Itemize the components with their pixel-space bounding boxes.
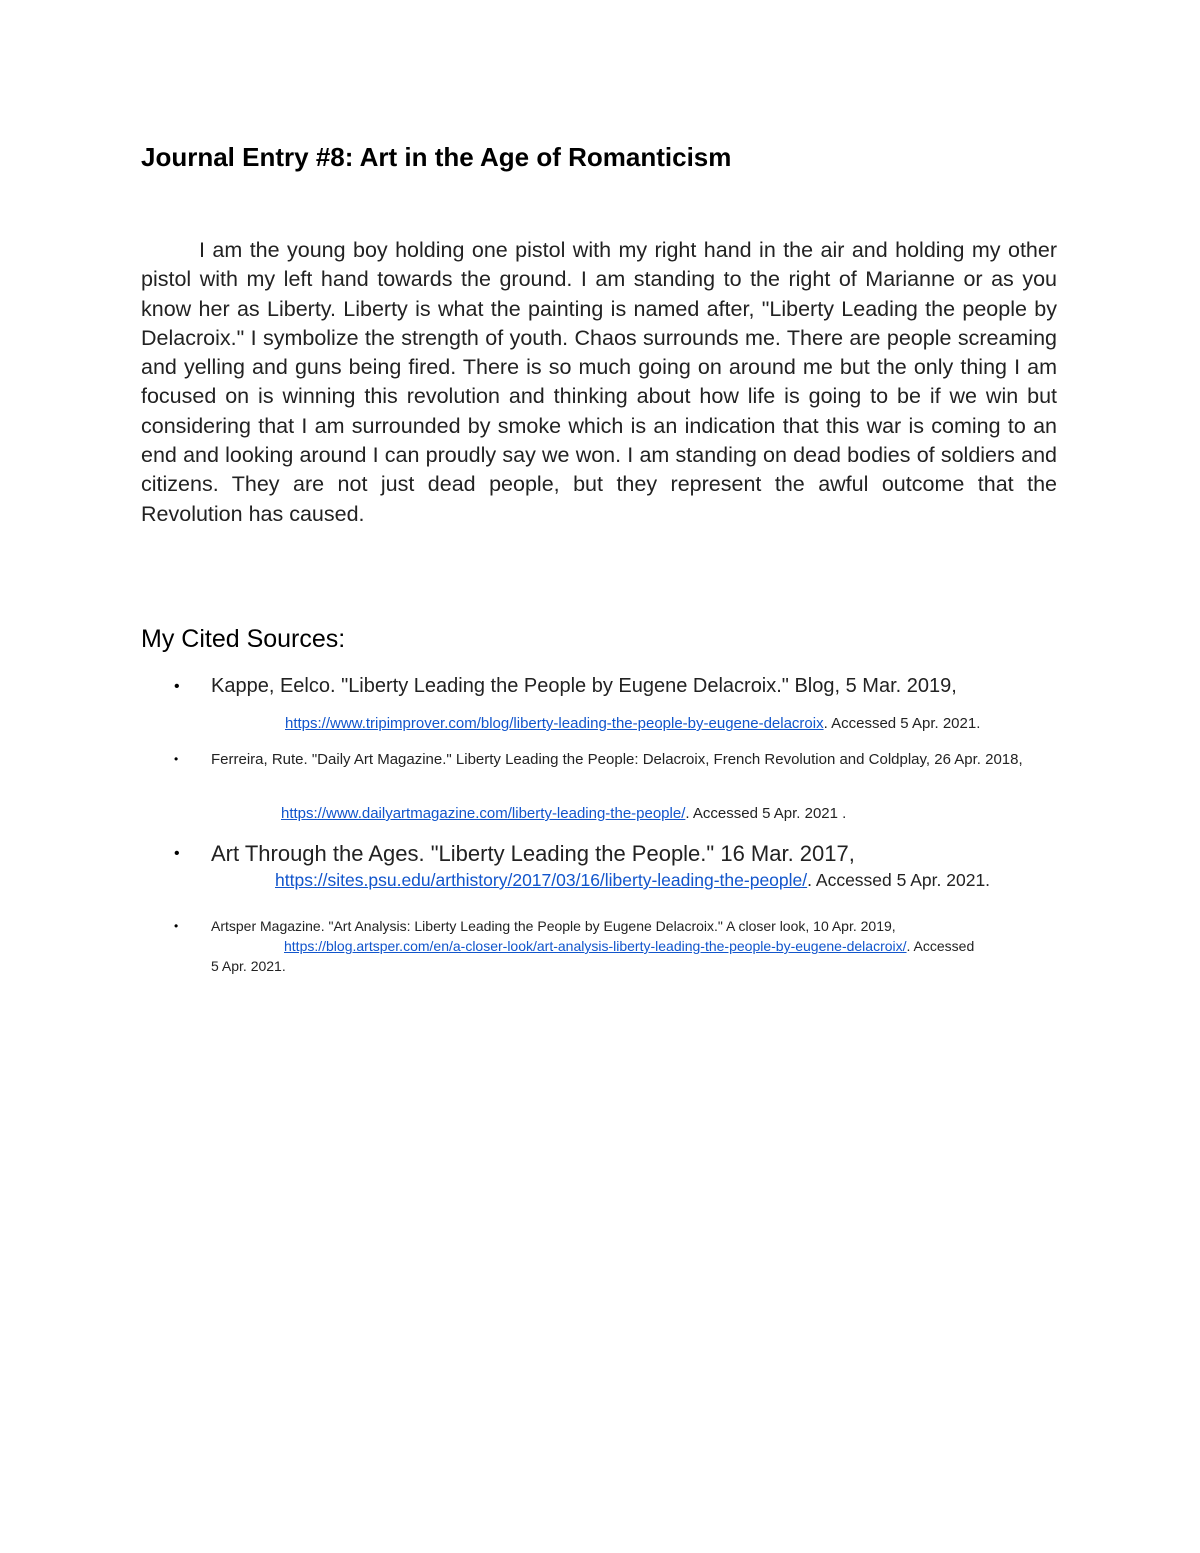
citation-2-accessed: . Accessed 5 Apr. 2021 . xyxy=(685,805,847,822)
citation-1-link-line xyxy=(285,713,980,735)
citation-1-accessed: . Accessed 5 Apr. 2021. xyxy=(823,715,981,732)
citation-4-accessed: . Accessed xyxy=(906,938,975,954)
citation-1-url-link[interactable]: https://www.tripimprover.com/blog/liberty-leading-the-people-by-eugene-delacroix xyxy=(285,715,824,732)
bullet-icon: • xyxy=(174,919,179,933)
citation-4-url-link[interactable]: https://blog.artsper.com/en/a-closer-look/art-analysis-liberty-leading-the-people-by-eugene-delacroix/ xyxy=(284,938,907,954)
citation-2-link-line xyxy=(281,803,846,825)
citation-4: Artsper Magazine. "Art Analysis: Liberty Leading the People by Eugene Delacroix." A closer look, 10 Apr. 2019, xyxy=(211,918,896,934)
bullet-icon: • xyxy=(174,845,180,862)
citation-3-link-line xyxy=(275,868,990,892)
citation-3-accessed: . Accessed 5 Apr. 2021. xyxy=(807,870,991,890)
citation-1: Kappe, Eelco. "Liberty Leading the People by Eugene Delacroix." Blog, 5 Mar. 2019, xyxy=(211,675,957,697)
page-title: Journal Entry #8: Art in the Age of Romanticism xyxy=(141,142,732,172)
citation-2: Ferreira, Rute. "Daily Art Magazine." Liberty Leading the People: Delacroix, French Revolution and Coldplay, 26 Apr. 2018, xyxy=(211,751,1023,768)
sources-heading: My Cited Sources: xyxy=(141,625,346,653)
citation-4-link-line xyxy=(284,936,974,956)
citation-4-accessed-date: 5 Apr. 2021. xyxy=(211,958,286,974)
journal-body-paragraph: I am the young boy holding one pistol with my right hand in the air and holding my other pistol with my left hand towards the ground. I am standing to the right of Marianne or as you know her as Liberty. Liberty is what the painting is named after, "Liberty Leading the people by Delacroix." I symbolize the strength of youth. Chaos surrounds me. There are people screaming and yelling and guns being fired. There is so much going on around me but the only thing I am focused on is winning this revolution and thinking about how life is going to be if we win but considering that I am surrounded by smoke which is an indication that this war is coming to an end and looking around I can proudly say we won. I am standing on dead bodies of soldiers and citizens. They are not just dead people, but they represent the awful outcome that the Revolution has caused. xyxy=(141,238,1057,526)
bullet-icon: • xyxy=(174,678,180,695)
citation-2-url-link[interactable]: https://www.dailyartmagazine.com/liberty-leading-the-people/ xyxy=(281,805,686,822)
citation-3: Art Through the Ages. "Liberty Leading the People." 16 Mar. 2017, xyxy=(211,841,855,866)
bullet-icon: • xyxy=(174,752,179,766)
citation-3-url-link[interactable]: https://sites.psu.edu/arthistory/2017/03/16/liberty-leading-the-people/ xyxy=(275,870,808,890)
